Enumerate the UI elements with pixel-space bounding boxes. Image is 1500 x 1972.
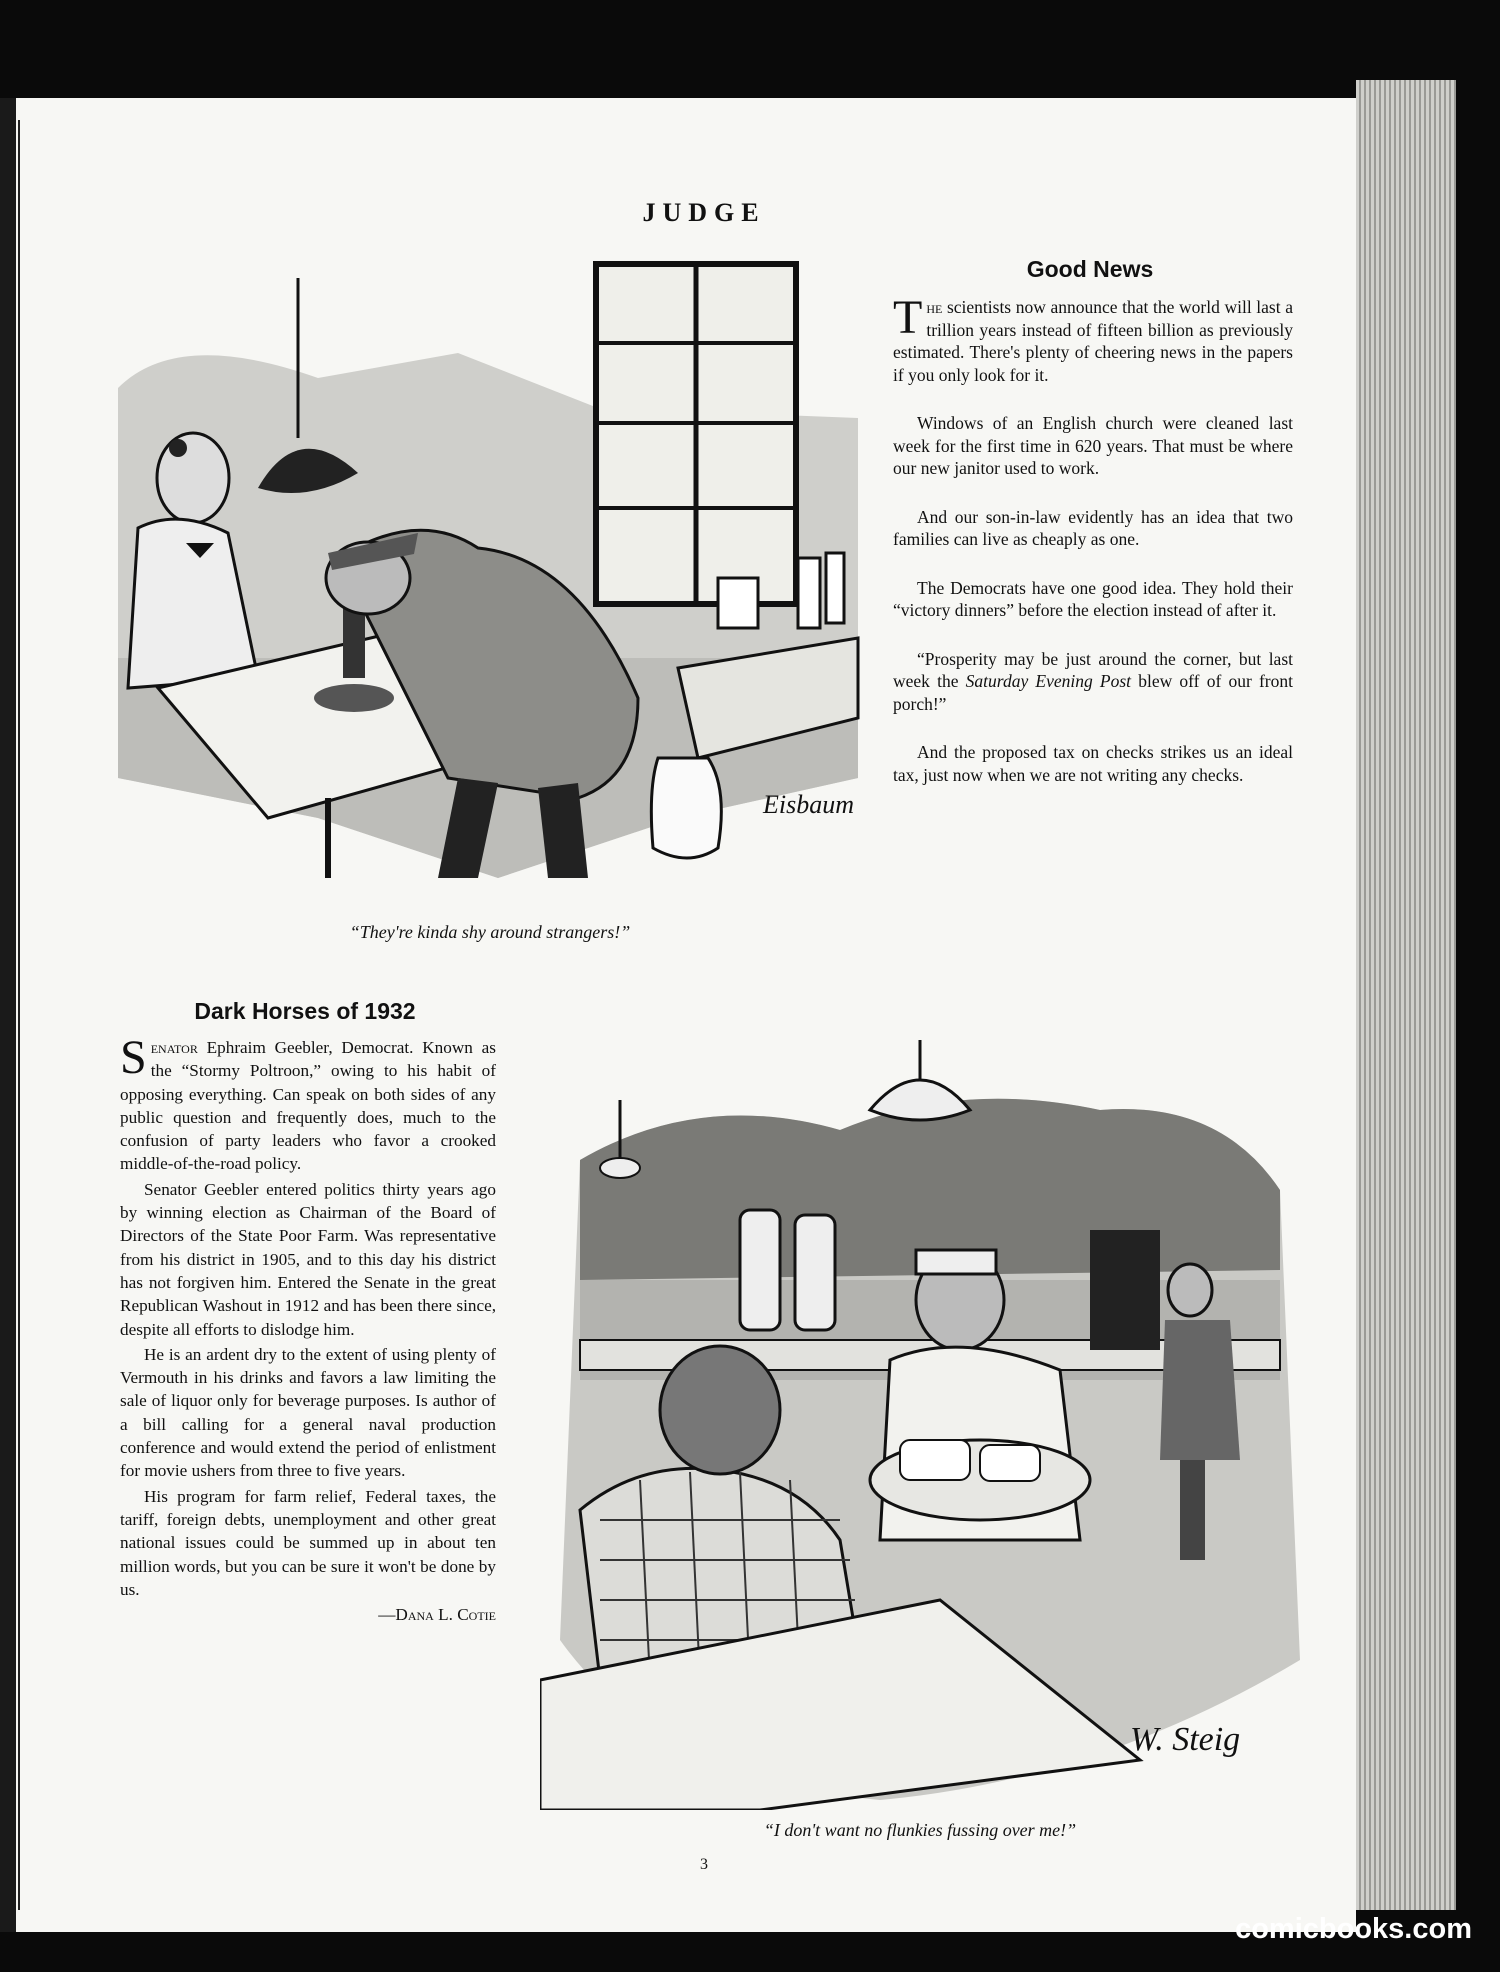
dark-horses-title: Dark Horses of 1932 [194,998,416,1024]
cartoon-diner-illustration [540,1040,1310,1810]
good-news-paragraph-2: Windows of an English church were cleaned last week for the first time in 620 years. That must be where our new janitor used to work. [893,413,1293,478]
book-page-edges [1356,80,1456,1910]
dark-horses-paragraph-1: Senator Ephraim Geebler, Democrat. Known as the “Stormy Poltroon,” owing to his habit of opposing everything. Can speak on both sides of any public question and frequently does, much to the confusion of party leaders who favor a crooked middle-of-the-road policy. [120,1031,496,1174]
binding-line [18,120,20,1910]
dark-horses-paragraph-2: Senator Geebler entered politics thirty years ago by winning election as Chairman of the Board of Directors of the State Poor Farm. Was representative from his district in 1905, and to this day his district has not forgiven him. Entered the Senate in the great Republican Washout in 1912 and has been there since, despite all efforts to dislodge him. [120,1179,496,1339]
good-news-column [893,291,1293,812]
dark-horses-column [120,1031,496,1626]
good-news-paragraph-1: The scientists now announce that the world will last a trillion years instead of fifteen billion as previously estimated. There's plenty of cheering news in the papers if you only look for it. [893,291,1293,385]
good-news-title: Good News [1026,256,1154,282]
dark-horses-paragraph-3: He is an ardent dry to the extent of using plenty of Vermouth in his drinks and favors a law limiting the sale of liquor only for beverage purposes. Is author of a bill calling for a general naval production conference and would extend the period of enlistment for movie ushers from three to five years. [120,1344,496,1481]
cartoon-lab-illustration [118,258,868,898]
cartoon1-caption: “They're kinda shy around strangers!” [349,922,631,942]
page-number: 3 [700,1856,708,1873]
good-news-paragraph-6: And the proposed tax on checks strikes us an ideal tax, just now when we are not writing any checks. [893,742,1293,785]
watermark: comicbooks.com [1235,1913,1472,1945]
good-news-paragraph-5: “Prosperity may be just around the corner, but last week the Saturday Evening Post blew off of our front porch!” [893,648,1293,714]
masthead: JUDGE [642,198,766,227]
good-news-paragraph-3: And our son-in-law evidently has an idea that two families can live as cheaply as one. [893,506,1293,549]
cartoon2-caption: “I don't want no flunkies fussing over me!” [763,1820,1077,1840]
good-news-paragraph-4: The Democrats have one good idea. They hold their “victory dinners” before the election instead of after it. [893,577,1293,620]
cartoon2-signature: W. Steig [1130,1721,1241,1758]
dark-horses-dropcap: S [120,1031,147,1084]
good-news-dropcap: T [893,291,923,344]
cartoon1-signature: Eisbaum [763,790,854,819]
scan-left-edge [0,98,16,1932]
dark-horses-byline: —Dana L. Cotie [378,1605,496,1625]
dark-horses-paragraph-4: His program for farm relief, Federal taxes, the tariff, foreign debts, unemployment and other great national issues could be summed up in about ten million words, but you can be sure it won't be done by us. [120,1486,496,1599]
